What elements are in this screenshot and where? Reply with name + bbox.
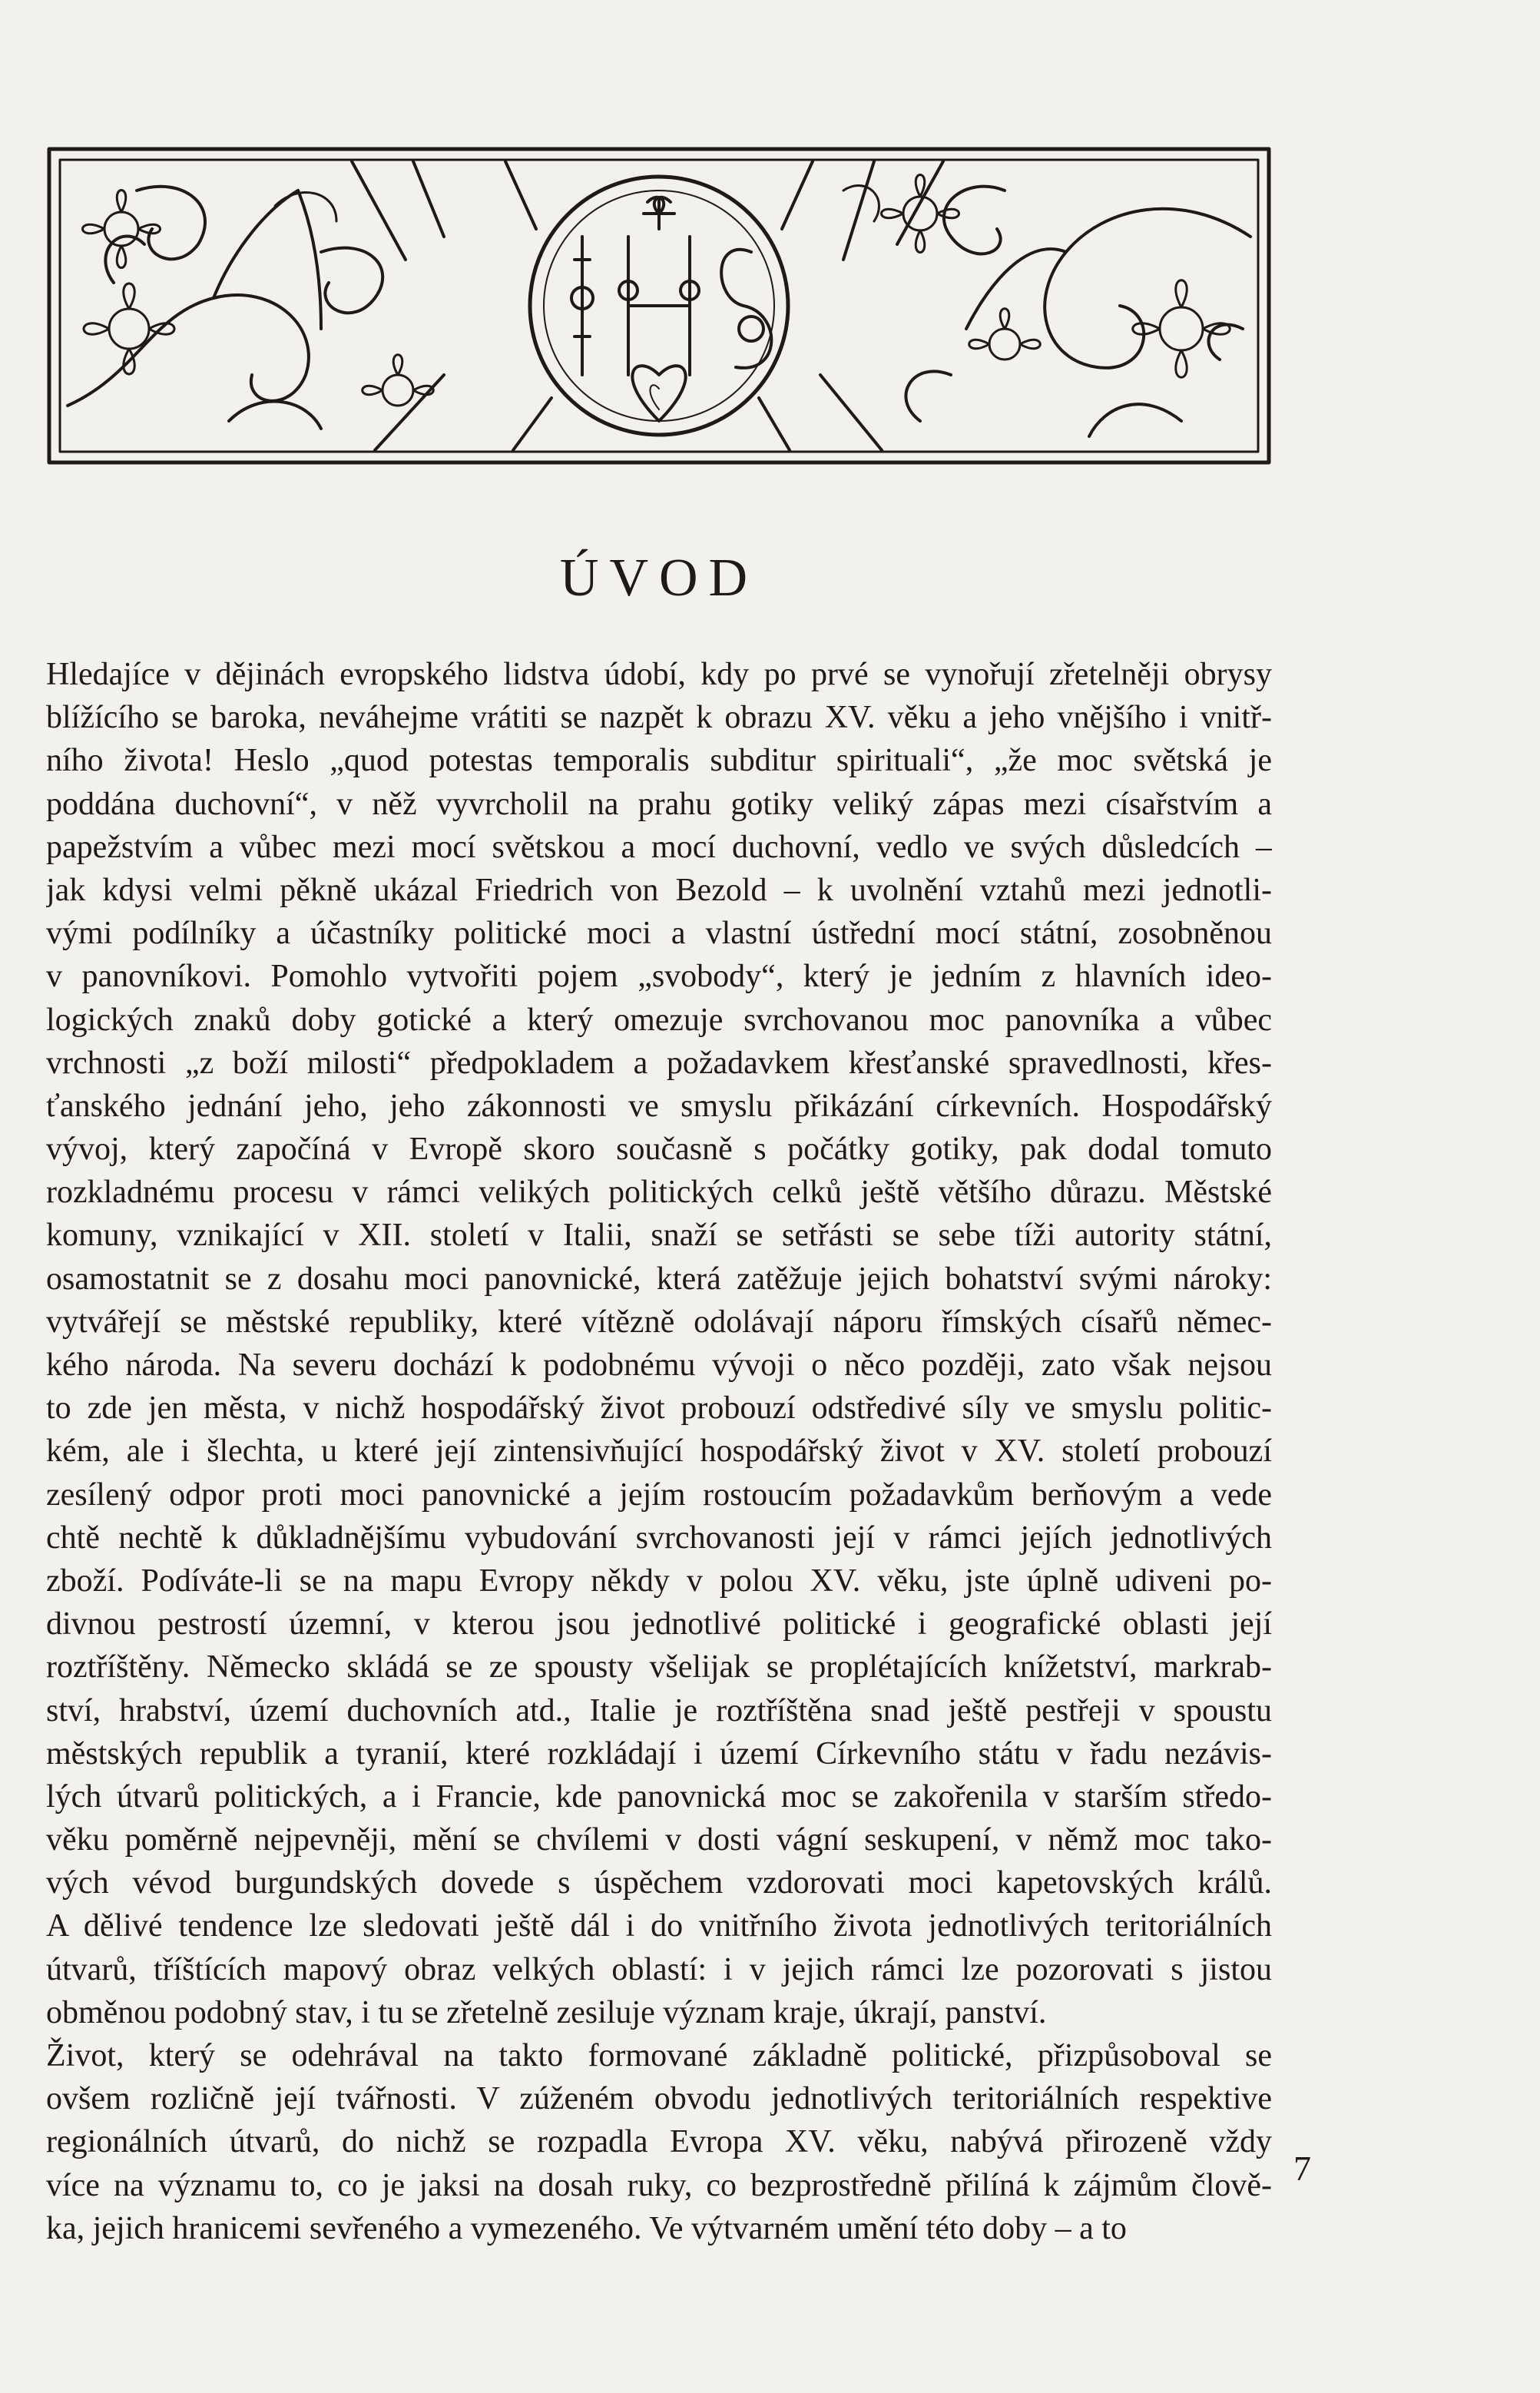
text-line: zesílený odpor proti moci panovnické a jejím rostoucím požadavkům berňovým a vede bbox=[46, 1477, 1272, 1513]
page-number: 7 bbox=[1293, 2149, 1311, 2188]
text-line: více na významu to, co je jaksi na dosah ruky, co bezprostředně přilíná k zájmům člově- bbox=[46, 2167, 1272, 2203]
text-line: kém, ale i šlechta, u které její zintensivňující hospodářský život v XV. století probouzí bbox=[46, 1433, 1272, 1470]
text-line: útvarů, tříštících mapový obraz velkých oblastí: i v jejich rámci lze pozorovati s jistou bbox=[46, 1951, 1272, 1987]
text-line: obměnou podobný stav, i tu se zřetelně zesiluje význam kraje, úkrají, panství. bbox=[46, 1994, 1047, 2030]
text-line: zboží. Podíváte-li se na mapu Evropy někdy v polou XV. věku, jste úplně udiveni po- bbox=[46, 1563, 1272, 1599]
text-line: roztříštěny. Německo skládá se ze spousty všelijak se proplétajících knížetství, markrab- bbox=[46, 1649, 1272, 1685]
text-line: ťanského jednání jeho, jeho zákonnosti ve smyslu přikázání církevních. Hospodářský bbox=[46, 1088, 1272, 1124]
text-line: papežstvím a vůbec mezi mocí světskou a mocí duchovní, vedlo ve svých důsledcích – bbox=[46, 829, 1272, 865]
floral-vine-banner-icon bbox=[45, 144, 1273, 467]
text-line: kého národa. Na severu dochází k podobnému vývoji o něco později, zato však nejsou bbox=[46, 1347, 1272, 1383]
text-line: vývoj, který započíná v Evropě skoro současně s počátky gotiky, pak dodal tomuto bbox=[46, 1132, 1272, 1168]
text-line: ka, jejich hranicemi sevřeného a vymezeného. Ve výtvarném umění této doby – a to bbox=[46, 2210, 1127, 2246]
text-line: vytvářejí se městské republiky, které vítězně odolávají náporu římských císařů němec- bbox=[46, 1304, 1272, 1340]
text-line: to zde jen města, v nichž hospodářský život probouzí odstředivé síly ve smyslu politic- bbox=[46, 1390, 1272, 1427]
text-line: ství, hrabství, území duchovních atd., Italie je roztříštěna snad ještě pestřeji v spoustu bbox=[46, 1692, 1272, 1728]
text-line: logických znaků doby gotické a který omezuje svrchovanou moc panovníka a vůbec bbox=[46, 1002, 1272, 1038]
text-line: regionálních útvarů, do nichž se rozpadla Evropa XV. věku, nabývá přirozeně vždy bbox=[46, 2124, 1272, 2160]
text-line: divnou pestrostí územní, v kterou jsou jednotlivé politické i geografické oblasti její bbox=[46, 1606, 1272, 1642]
text-line: A dělivé tendence lze sledovati ještě dál i do vnitřního života jednotlivých teritoriálních bbox=[46, 1908, 1272, 1944]
text-line: rozkladnému procesu v rámci velikých politických celků ještě většího důrazu. Městské bbox=[46, 1175, 1272, 1211]
text-line: věku poměrně nejpevněji, mění se chvílemi v dosti vágní seskupení, v němž moc tako- bbox=[46, 1822, 1272, 1858]
text-line: osamostatnit se z dosahu moci panovnické, která zatěžuje jejich bohatství svými nároky: bbox=[46, 1261, 1272, 1297]
chapter-title: ÚVOD bbox=[559, 549, 759, 608]
text-line: ovšem rozličně její tvářnosti. V zúženém obvodu jednotlivých teritoriálních respektive bbox=[46, 2081, 1272, 2117]
text-line: vých vévod burgundských dovede s úspěchem vzdorovati moci kapetovských králů. bbox=[46, 1865, 1272, 1901]
text-line: ního života! Heslo „quod potestas temporalis subditur spirituali“, „že moc světská je bbox=[46, 743, 1272, 779]
text-line: Hledajíce v dějinách evropského lidstva údobí, kdy po prvé se vynořují zřetelněji obrysy bbox=[46, 657, 1272, 692]
text-line: blížícího se baroka, neváhejme vrátiti se nazpět k obrazu XV. věku a jeho vnějšího i vnitř- bbox=[46, 700, 1272, 736]
text-line: Život, který se odehrával na takto formované základně politické, přizpůsoboval se bbox=[46, 2038, 1272, 2073]
text-line: v panovníkovi. Pomohlo vytvořiti pojem „svobody“, který je jedním z hlavních ideo- bbox=[46, 959, 1272, 995]
text-line: komuny, vznikající v XII. století v Italii, snaží se setřásti se sebe tíži autority státní, bbox=[46, 1218, 1272, 1254]
text-line: poddána duchovní“, v něž vyvrcholil na prahu gotiky veliký zápas mezi císařstvím a bbox=[46, 786, 1272, 822]
text-line: vrchnosti „z boží milosti“ předpokladem a požadavkem křesťanské spravedlnosti, křes- bbox=[46, 1045, 1272, 1081]
text-line: vými podílníky a účastníky politické moci a vlastní ústřední mocí státní, zosobněnou bbox=[46, 916, 1272, 952]
text-line: chtě nechtě k důkladnějšímu vybudování svrchovanosti její v rámci jejích jednotlivých bbox=[46, 1520, 1272, 1556]
text-line: městských republik a tyranií, které rozkládají i území Církevního státu v řadu nezávis- bbox=[46, 1735, 1272, 1772]
text-line: lých útvarů politických, a i Francie, kde panovnická moc se zakořenila v starším středo- bbox=[46, 1778, 1272, 1815]
text-line: jak kdysi velmi pěkně ukázal Friedrich von Bezold – k uvolnění vztahů mezi jednotli- bbox=[46, 872, 1272, 908]
body-text bbox=[46, 653, 1272, 2250]
